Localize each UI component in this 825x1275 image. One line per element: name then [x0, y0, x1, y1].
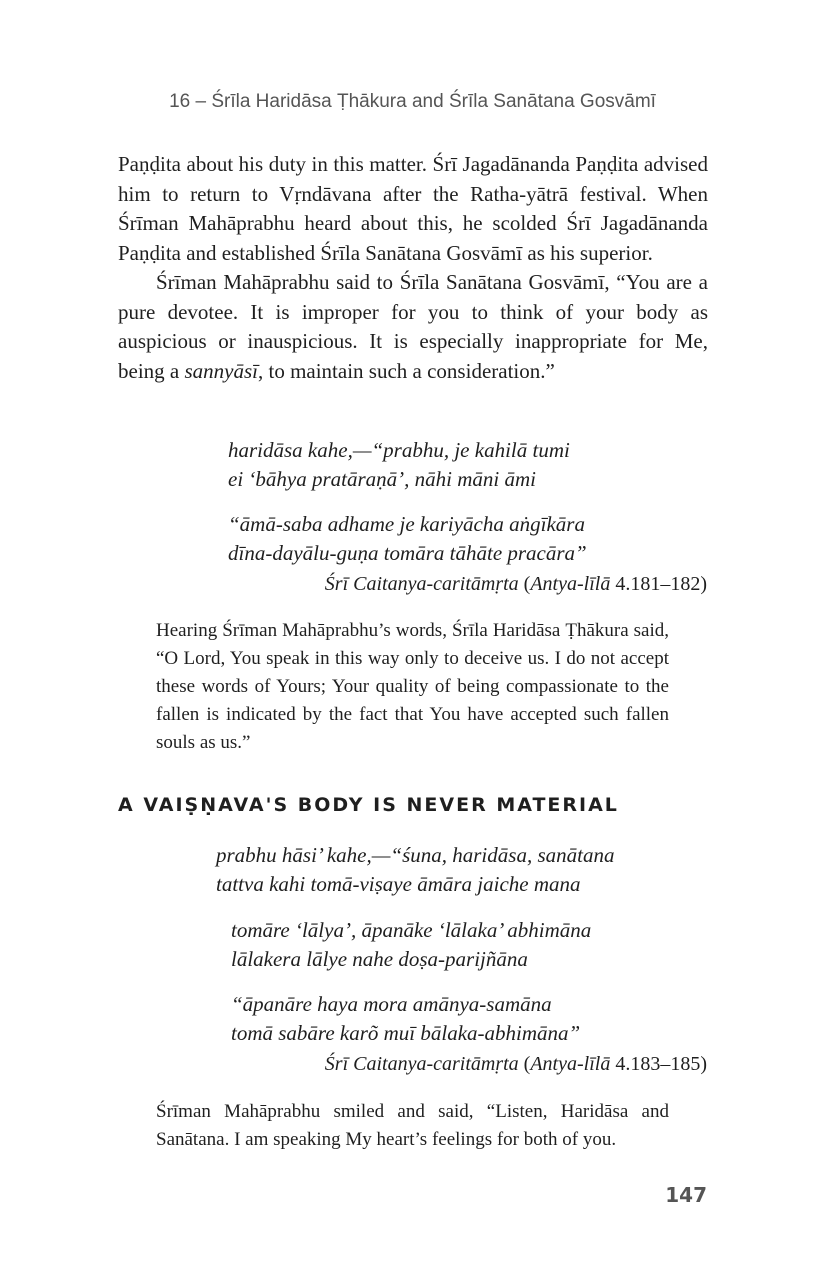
verse-line: “āpanāre haya mora amānya-samāna [231, 992, 552, 1016]
section-heading: A VAIṢṆAVA'S BODY IS NEVER MATERIAL [118, 794, 619, 816]
running-header: 16 – Śrīla Haridāsa Ṭhākura and Śrīla Sanātana Gosvāmī [169, 91, 656, 112]
verse-line: tomā sabāre karõ muī bālaka-abhimāna” [231, 1021, 581, 1045]
body-text [118, 150, 708, 386]
verse-line: prabhu hāsi’ kahe,—“śuna, haridāsa, sanātana [216, 843, 615, 867]
verse-translation: Hearing Śrīman Mahāprabhu’s words, Śrīla Haridāsa Ṭhākura said, “O Lord, You speak in this way only to deceive us. I do not accept these words of Yours; Your quality of being compassionate to the fallen is indicated by the fact that You have accepted such fallen souls as us.” [156, 620, 669, 753]
verse-citation: Śrī Caitanya-caritāmṛta (Antya-līlā 4.183–185) [324, 1053, 707, 1075]
paragraph: Paṇḍita about his duty in this matter. Śrī Jagadānanda Paṇḍita advised him to return to Vṛndāvana after the Ratha-yātrā festival. When Śrīman Mahāprabhu heard about this, he scolded Śrī Jagadānanda Paṇḍita and established Śrīla Sanātana Gosvāmī as his superior. [118, 152, 708, 265]
page-number: 147 [665, 1183, 707, 1207]
verse-line: “āmā-saba adhame je kariyācha aṅgīkāra [228, 512, 585, 536]
verse-stanza [231, 990, 580, 1048]
verse-line: dīna-dayālu-guṇa tomāra tāhāte pracāra” [228, 541, 587, 565]
verse-line: ei ‘bāhya pratāraṇā’, nāhi māni āmi [228, 467, 536, 491]
italic-term: sannyāsī [184, 358, 258, 383]
verse-citation: Śrī Caitanya-caritāmṛta (Antya-līlā 4.181–182) [324, 573, 707, 595]
paragraph: Śrīman Mahāprabhu said to Śrīla Sanātana Gosvāmī, “You are a pure devotee. It is improper for you to think of your body as auspicious or inauspicious. It is especially inappropriate for Me, being a sannyāsī, to maintain such a consideration.” [118, 270, 708, 383]
verse-stanza [231, 916, 591, 974]
verse-translation: Śrīman Mahāprabhu smiled and said, “Listen, Haridāsa and Sanātana. I am speaking My heart’s feelings for both of you. [156, 1101, 669, 1150]
verse-line: tattva kahi tomā-viṣaye āmāra jaiche mana [216, 872, 581, 896]
verse-stanza [228, 436, 570, 494]
verse-line: lālakera lālye nahe doṣa-parijñāna [231, 947, 528, 971]
verse-stanza [228, 510, 587, 568]
verse-line: haridāsa kahe,—“prabhu, je kahilā tumi [228, 438, 570, 462]
verse-stanza [216, 841, 614, 899]
verse-line: tomāre ‘lālya’, āpanāke ‘lālaka’ abhimāna [231, 918, 592, 942]
